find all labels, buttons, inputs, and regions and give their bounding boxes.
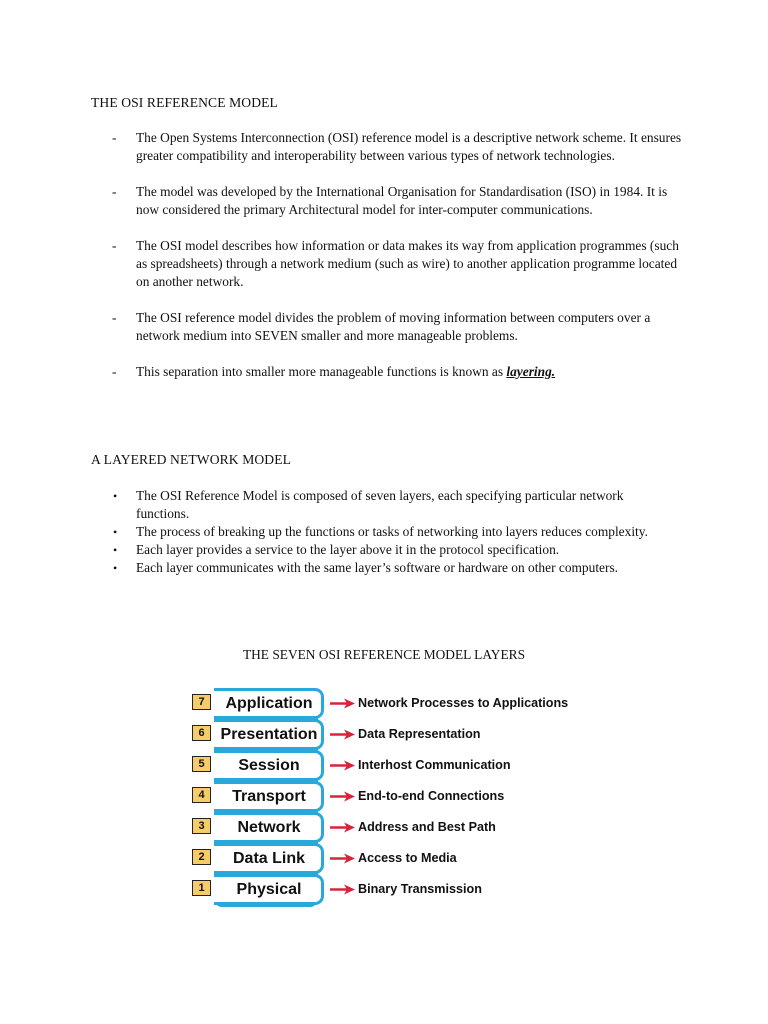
bullet-marker: • [113,561,118,575]
list-item [112,541,672,559]
osi-layers-figure-title: THE SEVEN OSI REFERENCE MODEL LAYERS [242,647,526,662]
layer-number-badge: 6 [192,725,211,741]
layer-row-session [190,750,610,781]
right-arrow-icon [330,697,356,710]
layered-model-list [112,487,672,577]
right-arrow-icon [330,790,356,803]
layer-name: Presentation [220,726,318,743]
list-item [112,129,682,165]
section-heading-layered-network-model: A LAYERED NETWORK MODEL [91,452,292,467]
right-arrow-icon [330,728,356,741]
list-item [112,559,672,577]
list-item-text: This separation into smaller more manageable functions is known as [136,364,507,379]
layer-description: Address and Best Path [358,820,496,834]
list-item [112,237,682,291]
layer-row-presentation [190,719,610,750]
bullet-marker: • [113,543,118,557]
list-item [112,487,672,523]
layering-term: layering. [506,364,556,379]
list-item-text: The OSI model describes how information or data makes its way from application programmes (such as spreadsheets) through a network medium (such as wire) to another application programme located on another network. [136,238,679,289]
layer-description: Access to Media [358,851,457,865]
layer-description: Network Processes to Applications [358,696,569,710]
layer-row-application [190,688,610,719]
dash-marker: - [112,130,117,145]
list-item-text: The OSI Reference Model is composed of seven layers, each specifying particular network functions. [136,488,624,521]
layer-name: Network [237,819,301,836]
list-item-text: The Open Systems Interconnection (OSI) reference model is a descriptive network scheme. It ensures greater compatibility and interoperability between various types of network technologies. [136,130,682,163]
list-item-text: Each layer communicates with the same layer’s software or hardware on other computers. [136,560,619,575]
layer-number-badge: 4 [192,787,211,803]
list-item [112,363,682,381]
right-arrow-icon [330,821,356,834]
section-heading-osi-reference-model: THE OSI REFERENCE MODEL [91,95,278,110]
layer-description: Interhost Communication [358,758,511,772]
layer-number-badge: 2 [192,849,211,865]
right-arrow-icon [330,759,356,772]
list-item-text: Each layer provides a service to the layer above it in the protocol specification. [136,542,560,557]
right-arrow-icon [330,883,356,896]
list-item-text: The OSI reference model divides the problem of moving information between computers over a network medium into SEVEN smaller and more manageable problems. [136,310,651,343]
layer-name: Transport [232,788,306,805]
dash-marker: - [112,364,117,379]
list-item [112,523,672,541]
bullet-marker: • [113,489,118,503]
layer-description: Data Representation [358,727,481,741]
bullet-marker: • [113,525,118,539]
layer-description: Binary Transmission [358,882,482,896]
list-item [112,183,682,219]
layer-row-network [190,812,610,843]
list-item-text: The process of breaking up the functions or tasks of networking into layers reduces complexity. [136,524,648,539]
layer-row-physical [190,874,610,905]
layer-number-badge: 5 [192,756,211,772]
osi-layers-diagram [190,688,610,910]
list-item [112,309,682,345]
dash-marker: - [112,310,117,325]
layer-name: Data Link [232,850,305,867]
layer-row-transport [190,781,610,812]
dash-marker: - [112,238,117,253]
layer-name: Session [238,757,300,774]
layer-name: Physical [236,881,302,898]
layer-number-badge: 1 [192,880,211,896]
list-item-text: The model was developed by the International Organisation for Standardisation (ISO) in 1984. It is now considered the primary Architectural model for inter-computer communications. [136,184,668,217]
layer-row-data-link [190,843,610,874]
dash-marker: - [112,184,117,199]
right-arrow-icon [330,852,356,865]
layer-number-badge: 7 [192,694,211,710]
layer-name: Application [225,695,313,712]
osi-description-list [112,129,682,399]
layer-number-badge: 3 [192,818,211,834]
layer-description: End-to-end Connections [358,789,505,803]
